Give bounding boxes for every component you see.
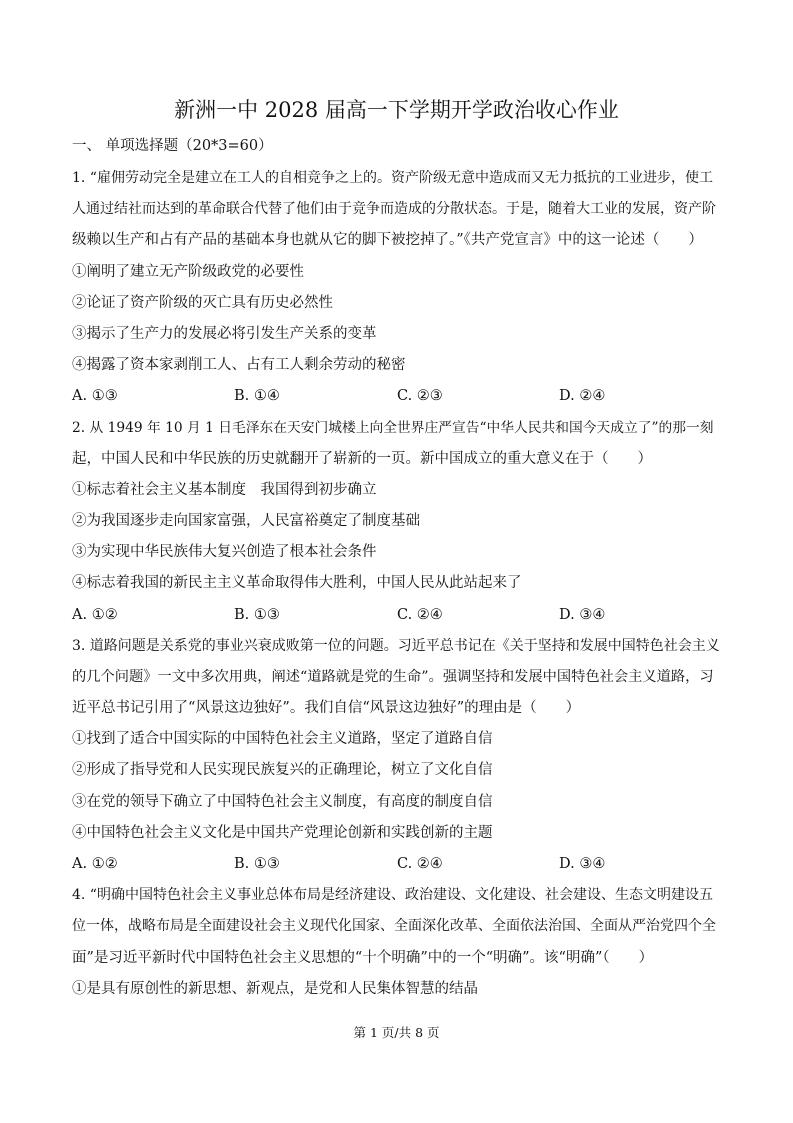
q4-stem-line-3: 面”是习近平新时代中国特色社会主义思想的“十个明确”中的一个“明确”。该“明确”（ ） bbox=[72, 950, 654, 966]
q3-stem-line-1: 3. 道路问题是关系党的事业兴衰成败第一位的问题。习近平总书记在《关于坚持和发展中国特色社会主义 bbox=[72, 638, 720, 654]
q3-statement-3: ③在党的领导下确立了中国特色社会主义制度，有高度的制度自信 bbox=[72, 794, 493, 810]
q1-statement-2: ②论证了资产阶级的灭亡具有历史必然性 bbox=[72, 295, 333, 311]
q1-statement-4: ④揭露了资本家剥削工人、占有工人剩余劳动的秘密 bbox=[72, 357, 406, 373]
q2-stem-line-1: 2. 从 1949 年 10 月 1 日毛泽东在天安门城楼上向全世界庄严宣告“中华人民共和国今天成立了”的那一刻 bbox=[72, 420, 714, 436]
q3-option-a: A. ①② bbox=[72, 856, 118, 872]
section-heading: 一、 单项选择题（20*3=60） bbox=[72, 138, 273, 154]
q3-stem-line-3: 近平总书记引用了“风景这边独好”。我们自信“风景这边独好”的理由是（ ） bbox=[72, 700, 581, 716]
q2-statement-2: ②为我国逐步走向国家富强，人民富裕奠定了制度基础 bbox=[72, 513, 420, 529]
q3-option-d: D. ③④ bbox=[559, 856, 606, 872]
page-footer: 第 1 页/共 8 页 bbox=[353, 1025, 440, 1040]
q4-stem-line-2: 位一体，战略布局是全面建设社会主义现代化国家、全面深化改革、全面依法治国、全面从严治党四个全 bbox=[72, 918, 716, 934]
q4-stem-line-1: 4. “明确中国特色社会主义事业总体布局是经济建设、政治建设、文化建设、社会建设、生态文明建设五 bbox=[72, 887, 713, 903]
q1-option-c: C. ②③ bbox=[397, 388, 443, 404]
q3-option-b: B. ①③ bbox=[234, 856, 280, 872]
q1-stem-line-2: 人通过结社而达到的革命联合代替了他们由于竞争而造成的分散状态。于是，随着大工业的发展，资产阶 bbox=[72, 201, 716, 217]
q2-option-d: D. ③④ bbox=[559, 607, 606, 623]
q4-statement-1: ①是具有原创性的新思想、新观点，是党和人民集体智慧的结晶 bbox=[72, 981, 478, 997]
q2-option-b: B. ①③ bbox=[234, 607, 280, 623]
q3-statement-2: ②形成了指导党和人民实现民族复兴的正确理论，树立了文化自信 bbox=[72, 762, 493, 778]
q1-option-d: D. ②④ bbox=[559, 388, 606, 404]
q2-statement-1: ①标志着社会主义基本制度 我国得到初步确立 bbox=[72, 482, 377, 498]
q1-stem-line-3: 级赖以生产和占有产品的基础本身也就从它的脚下被挖掉了。”《共产党宣言》中的这一论述（ ） bbox=[72, 232, 703, 248]
q3-stem-line-2: 的几个问题》一文中多次用典，阐述“道路就是党的生命”。强调坚持和发展中国特色社会主义道路，习 bbox=[72, 669, 714, 685]
q1-stem-line-1: 1. “雇佣劳动完全是建立在工人的自相竞争之上的。资产阶级无意中造成而又无力抵抗的工业进步，使工 bbox=[72, 170, 713, 186]
q2-stem-line-2: 起，中国人民和中华民族的历史就翻开了崭新的一页。新中国成立的重大意义在于（ ） bbox=[72, 451, 652, 467]
q2-option-c: C. ②④ bbox=[397, 607, 443, 623]
page-title: 新洲一中 2028 届高一下学期开学政治收心作业 bbox=[174, 98, 619, 122]
q1-option-a: A. ①③ bbox=[72, 388, 118, 404]
q2-statement-4: ④标志着我国的新民主主义革命取得伟大胜利，中国人民从此站起来了 bbox=[72, 575, 522, 591]
q2-statement-3: ③为实现中华民族伟大复兴创造了根本社会条件 bbox=[72, 544, 377, 560]
q1-option-b: B. ①④ bbox=[234, 388, 280, 404]
q3-option-c: C. ②④ bbox=[397, 856, 443, 872]
q3-statement-1: ①找到了适合中国实际的中国特色社会主义道路，坚定了道路自信 bbox=[72, 731, 493, 747]
q1-statement-1: ①阐明了建立无产阶级政党的必要性 bbox=[72, 264, 304, 280]
q3-statement-4: ④中国特色社会主义文化是中国共产党理论创新和实践创新的主题 bbox=[72, 825, 493, 841]
q2-option-a: A. ①② bbox=[72, 607, 118, 623]
q1-statement-3: ③揭示了生产力的发展必将引发生产关系的变革 bbox=[72, 326, 377, 342]
